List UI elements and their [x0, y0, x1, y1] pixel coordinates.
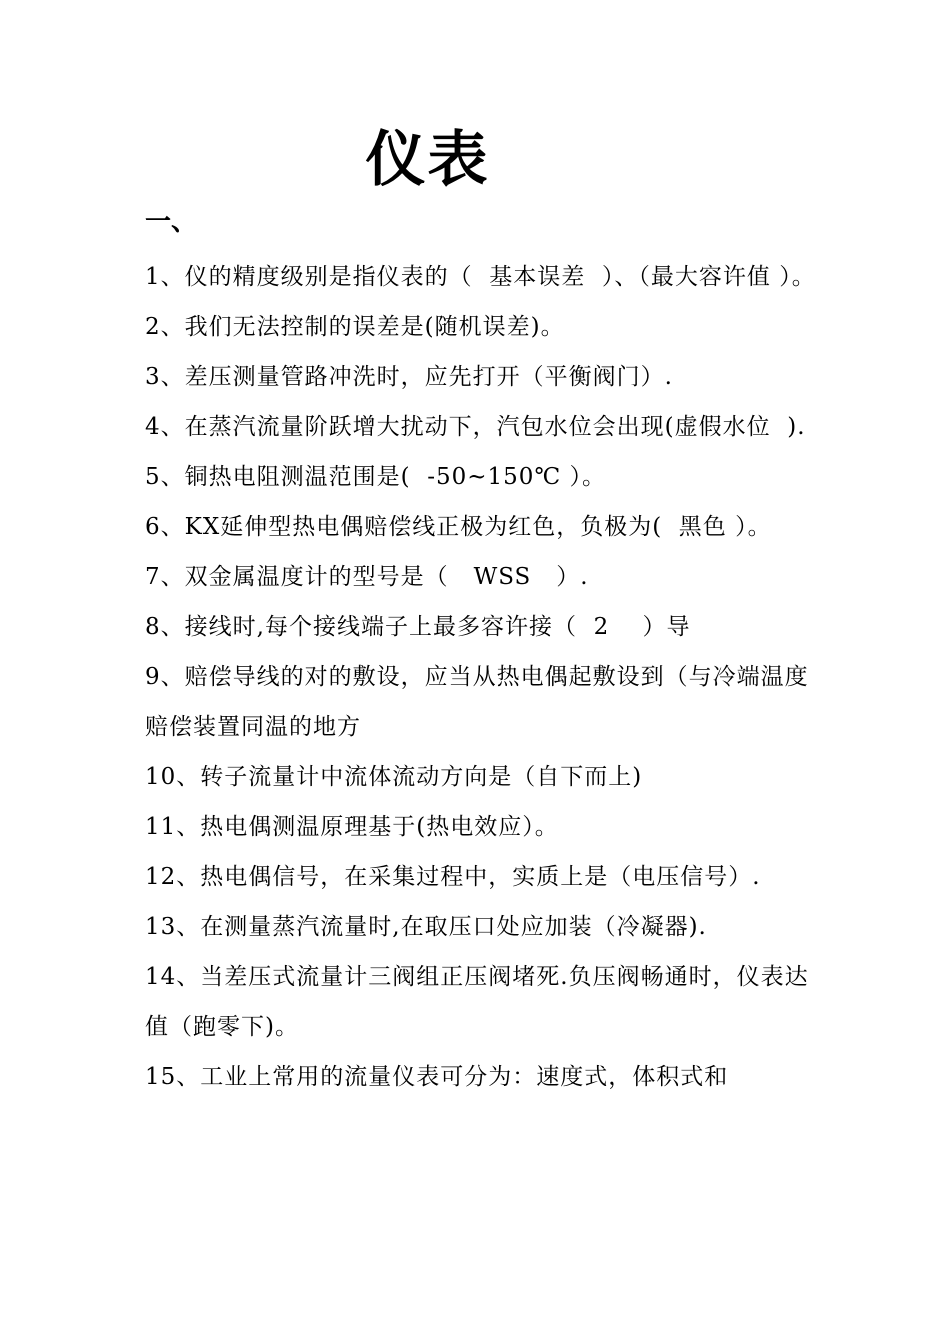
question-14: 14、当差压式流量计三阀组正压阀堵死.负压阀畅通时，仪表达值（跑零下)。 — [145, 964, 809, 1040]
question-5: 5、铜热电阻测温范围是( -50~150℃ ）。 — [145, 464, 606, 490]
question-2: 2、我们无法控制的误差是(随机误差)。 — [145, 314, 565, 340]
question-15: 15、工业上常用的流量仪表可分为：速度式，体积式和 — [145, 1064, 729, 1090]
section-label: 一、 — [145, 207, 198, 237]
question-4: 4、在蒸汽流量阶跃增大扰动下，汽包水位会出现(虚假水位 ). — [145, 414, 806, 440]
document-body — [145, 252, 825, 1102]
document-title: 仪表 — [365, 125, 490, 195]
question-1: 1、仪的精度级别是指仪表的（ 基本误差 ）、（最大容许值 ）。 — [145, 264, 816, 290]
question-13: 13、在测量蒸汽流量时,在取压口处应加装（冷凝器). — [145, 914, 707, 940]
question-11: 11、热电偶测温原理基于(热电效应）。 — [145, 814, 559, 840]
question-6: 6、KX延伸型热电偶赔偿线正极为红色，负极为( 黑色 ）。 — [145, 514, 772, 540]
question-8: 8、接线时,每个接线端子上最多容许接（ 2 ）导 — [145, 614, 691, 640]
question-3: 3、差压测量管路冲洗时，应先打开（平衡阀门）. — [145, 364, 673, 390]
question-7: 7、双金属温度计的型号是（ WSS ）. — [145, 564, 589, 590]
question-9: 9、赔偿导线的对的敷设，应当从热电偶起敷设到（与冷端温度赔偿装置同温的地方 — [145, 664, 809, 740]
question-10: 10、转子流量计中流体流动方向是（自下而上) — [145, 764, 643, 790]
question-12: 12、热电偶信号，在采集过程中，实质上是（电压信号）. — [145, 864, 761, 890]
